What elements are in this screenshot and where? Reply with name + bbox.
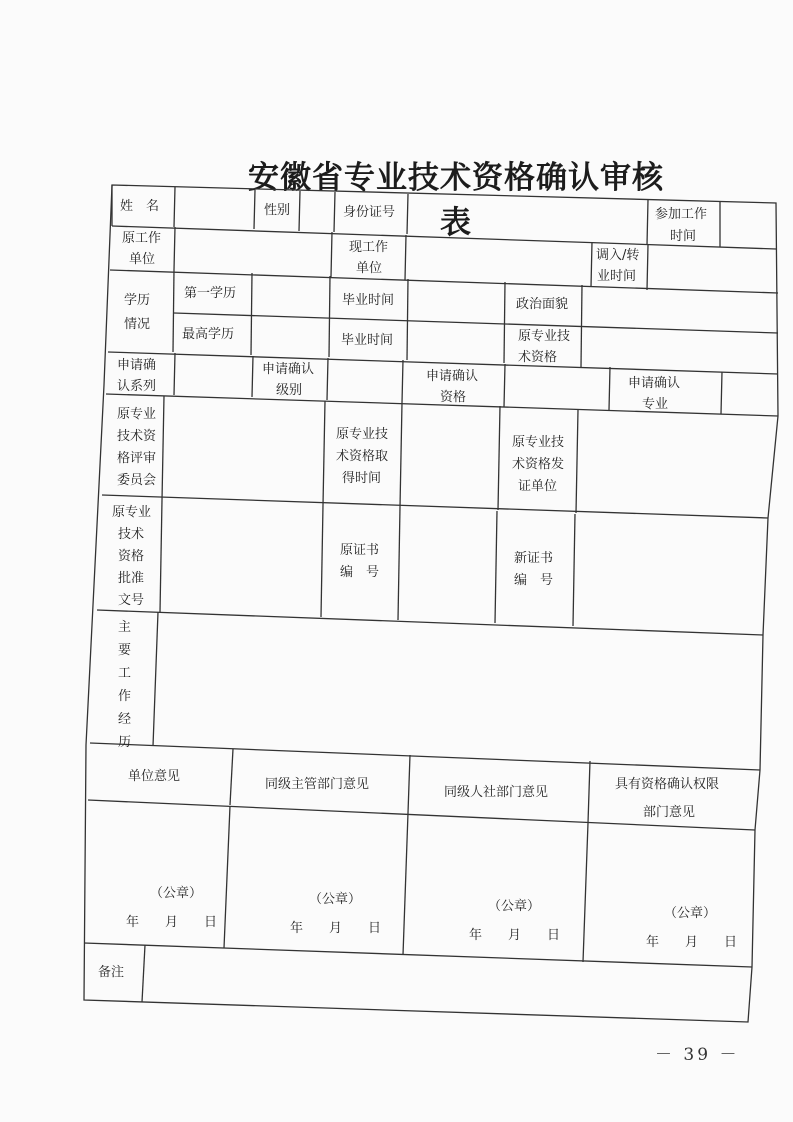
- apply-qual-field[interactable]: [507, 368, 607, 406]
- dept-date: 年 月 日: [290, 921, 382, 936]
- orig-unit-label-line1: 原工作: [122, 231, 162, 246]
- orig-qual-field[interactable]: [584, 332, 774, 370]
- approval-label-line4: 批准: [118, 571, 145, 586]
- unit-opinion-label: 单位意见: [128, 769, 181, 784]
- cur-unit-label-line2: 单位: [356, 261, 383, 276]
- work-start-field[interactable]: [723, 208, 773, 246]
- grad-time-field-2[interactable]: [410, 322, 500, 358]
- cur-unit-field[interactable]: [409, 240, 589, 280]
- issuer-label-line2: 术资格发: [512, 457, 565, 472]
- transfer-label-line1: 调入/转: [596, 248, 640, 263]
- committee-label-line4: 委员会: [117, 473, 157, 488]
- auth-seal: （公章）: [664, 906, 717, 921]
- page-number: － 39 －: [655, 1045, 740, 1065]
- transfer-field[interactable]: [651, 252, 773, 290]
- experience-label-char5: 经: [118, 712, 132, 727]
- orig-cert-field[interactable]: [402, 512, 494, 620]
- approval-label-line1: 原专业: [112, 505, 152, 520]
- name-field[interactable]: [178, 190, 252, 224]
- political-label: 政治面貌: [516, 297, 569, 312]
- apply-major-label-line2: 专业: [642, 397, 669, 412]
- auth-date: 年 月 日: [646, 935, 738, 950]
- issuer-label-line1: 原专业技: [512, 435, 565, 450]
- hr-opinion-label: 同级人社部门意见: [444, 785, 549, 800]
- experience-label-char6: 历: [118, 735, 132, 750]
- experience-label-char2: 要: [118, 643, 132, 658]
- orig-unit-label-line2: 单位: [129, 252, 156, 267]
- auth-opinion-label-line1: 具有资格确认权限: [615, 777, 720, 792]
- experience-field[interactable]: [162, 620, 758, 760]
- highest-degree-label: 最高学历: [182, 327, 235, 342]
- unit-date: 年 月 日: [126, 915, 218, 930]
- committee-field[interactable]: [167, 400, 321, 500]
- new-cert-label-line1: 新证书: [514, 551, 554, 566]
- grad-time-label-1: 毕业时间: [342, 293, 395, 308]
- approval-label-line3: 资格: [118, 549, 145, 564]
- new-cert-field[interactable]: [578, 518, 762, 626]
- grad-time-field-1[interactable]: [411, 282, 501, 318]
- remarks-label: 备注: [98, 965, 125, 980]
- political-field[interactable]: [585, 290, 773, 328]
- hr-date: 年 月 日: [469, 928, 561, 943]
- apply-series-label-line2: 认系列: [117, 379, 157, 394]
- approval-label-line2: 技术: [118, 527, 145, 542]
- unit-seal: （公章）: [150, 886, 203, 901]
- apply-level-field[interactable]: [330, 362, 400, 398]
- apply-qual-label-line1: 申请确认: [426, 369, 479, 384]
- first-degree-field[interactable]: [256, 276, 326, 312]
- apply-major-label-line1: 申请确认: [628, 376, 681, 391]
- name-label: 姓 名: [120, 199, 160, 214]
- gender-label: 性别: [264, 203, 291, 218]
- auth-opinion-label-line2: 部门意见: [643, 805, 696, 820]
- apply-level-label-line2: 级别: [276, 383, 303, 398]
- highest-degree-field[interactable]: [255, 318, 325, 354]
- obtain-time-label-line3: 得时间: [342, 471, 382, 486]
- transfer-label-line2: 业时间: [597, 269, 637, 284]
- orig-cert-label-line1: 原证书: [340, 543, 380, 558]
- experience-label-char1: 主: [118, 620, 132, 635]
- edu-label-line2: 情况: [124, 317, 151, 332]
- committee-label-line2: 技术资: [117, 429, 157, 444]
- cur-unit-label-line1: 现工作: [349, 240, 389, 255]
- committee-label-line1: 原专业: [117, 407, 157, 422]
- first-degree-label: 第一学历: [184, 286, 237, 301]
- gender-field[interactable]: [302, 194, 332, 228]
- orig-cert-label-line2: 编 号: [340, 565, 380, 580]
- issuer-label-line3: 证单位: [518, 479, 558, 494]
- obtain-time-label-line2: 术资格取: [336, 449, 389, 464]
- orig-unit-field[interactable]: [178, 232, 328, 272]
- apply-series-label-line1: 申请确: [117, 358, 157, 373]
- edu-label-line1: 学历: [124, 293, 151, 308]
- experience-label-char3: 工: [118, 666, 132, 681]
- form-title: 安徽省专业技术资格确认审核表: [248, 160, 664, 241]
- orig-qual-label-line1: 原专业技: [518, 329, 571, 344]
- apply-series-field[interactable]: [177, 358, 249, 394]
- new-cert-label-line2: 编 号: [514, 573, 554, 588]
- approval-field[interactable]: [165, 504, 319, 612]
- id-card-field[interactable]: [411, 198, 645, 234]
- dept-opinion-label: 同级主管部门意见: [265, 777, 370, 792]
- apply-qual-label-line2: 资格: [440, 390, 467, 405]
- apply-major-field[interactable]: [724, 376, 774, 414]
- approval-label-line5: 文号: [118, 593, 145, 608]
- dept-seal: （公章）: [309, 892, 362, 907]
- id-card-label: 身份证号: [343, 205, 396, 220]
- work-start-label-line1: 参加工作: [655, 207, 708, 222]
- apply-level-label-line1: 申请确认: [262, 362, 315, 377]
- experience-label-char4: 作: [118, 689, 132, 704]
- obtain-time-label-line1: 原专业技: [336, 427, 389, 442]
- orig-qual-label-line2: 术资格: [518, 350, 558, 365]
- remarks-field[interactable]: [148, 950, 744, 1000]
- committee-label-line3: 格评审: [117, 451, 157, 466]
- hr-seal: （公章）: [488, 899, 541, 914]
- obtain-time-field[interactable]: [404, 406, 496, 506]
- issuer-field[interactable]: [580, 414, 766, 514]
- work-start-label-line2: 时间: [670, 229, 697, 244]
- grad-time-label-2: 毕业时间: [341, 333, 394, 348]
